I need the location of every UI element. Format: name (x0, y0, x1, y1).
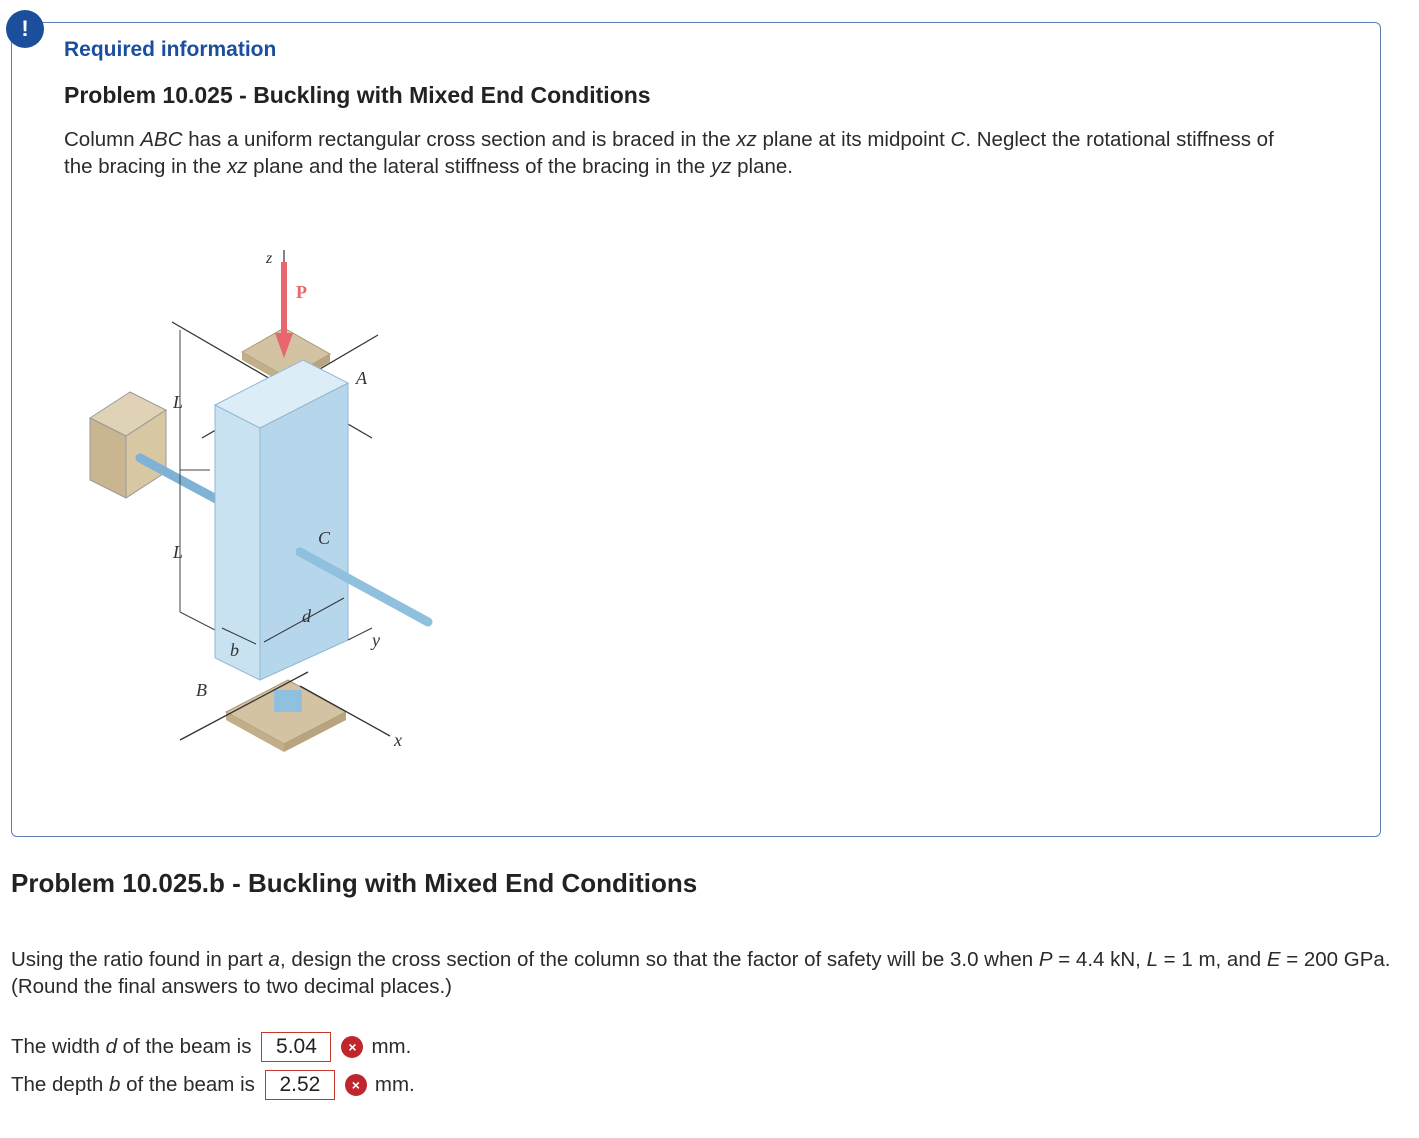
desc-var-yz: yz (710, 155, 732, 178)
part-desc-var-e: E (1266, 948, 1281, 971)
label-a: A (356, 368, 367, 388)
width-input[interactable] (261, 1032, 331, 1062)
desc-text: . Neglect the rotational stiffness of the bracing in the (64, 128, 1274, 178)
desc-text: plane. (731, 155, 793, 178)
label-d: d (302, 606, 311, 626)
required-info-title: Required information (64, 38, 277, 61)
error-icon: × (345, 1074, 367, 1096)
depth-unit: mm. (374, 1073, 415, 1096)
length-dimension-tick (180, 612, 215, 630)
desc-var-c: C (950, 128, 966, 151)
label-l-bottom: L (173, 542, 184, 562)
part-b-title: Problem 10.025.b - Buckling with Mixed End Conditions (11, 868, 698, 898)
part-desc-var-a: a (268, 948, 280, 971)
problem-description (64, 126, 1294, 180)
label-x: x (394, 730, 402, 750)
width-unit: mm. (371, 1035, 412, 1058)
part-desc-text: Using the ratio found in part (11, 948, 269, 971)
desc-var-xz: xz (226, 155, 248, 178)
desc-text: plane and the lateral stiffness of the bracing in the (247, 155, 711, 178)
part-desc-var-p: P (1038, 948, 1053, 971)
part-b-description (11, 946, 1411, 1000)
part-desc-text: = 1 m, and (1157, 948, 1267, 971)
depth-input[interactable] (265, 1070, 335, 1100)
label-b: b (230, 640, 239, 660)
part-desc-var-l: L (1146, 948, 1158, 971)
label-p: P (296, 282, 307, 302)
label-l-top: L (173, 392, 184, 412)
part-desc-text: = 4.4 kN, (1052, 948, 1147, 971)
alert-icon: ! (6, 10, 44, 48)
label-y: y (372, 630, 380, 650)
part-desc-text: = 200 GPa. (Round the final answers to two decimal places.) (11, 948, 1391, 998)
label-z: z (266, 250, 273, 267)
desc-var-xz: xz (736, 128, 757, 151)
error-icon: × (341, 1036, 363, 1058)
desc-var-abc: ABC (140, 128, 183, 151)
width-prompt: The width d of the beam is (11, 1035, 252, 1058)
problem-title: Problem 10.025 - Buckling with Mixed End Conditions (64, 82, 651, 108)
width-answer-row (11, 1032, 411, 1062)
column-face-right (260, 383, 348, 680)
depth-answer-row (11, 1070, 415, 1100)
label-b-point: B (196, 680, 207, 700)
desc-text: Column (64, 128, 141, 151)
desc-text: has a uniform rectangular cross section and is braced in the (182, 128, 737, 151)
label-c: C (318, 528, 331, 548)
base-pin (274, 690, 302, 712)
y-axis (348, 628, 372, 640)
column-face-left (215, 405, 260, 680)
part-desc-text: , design the cross section of the column so that the factor of safety will be 3.0 when (279, 948, 1039, 971)
desc-text: plane at its midpoint (756, 128, 951, 151)
depth-prompt: The depth b of the beam is (11, 1073, 255, 1096)
column-diagram (60, 220, 460, 760)
